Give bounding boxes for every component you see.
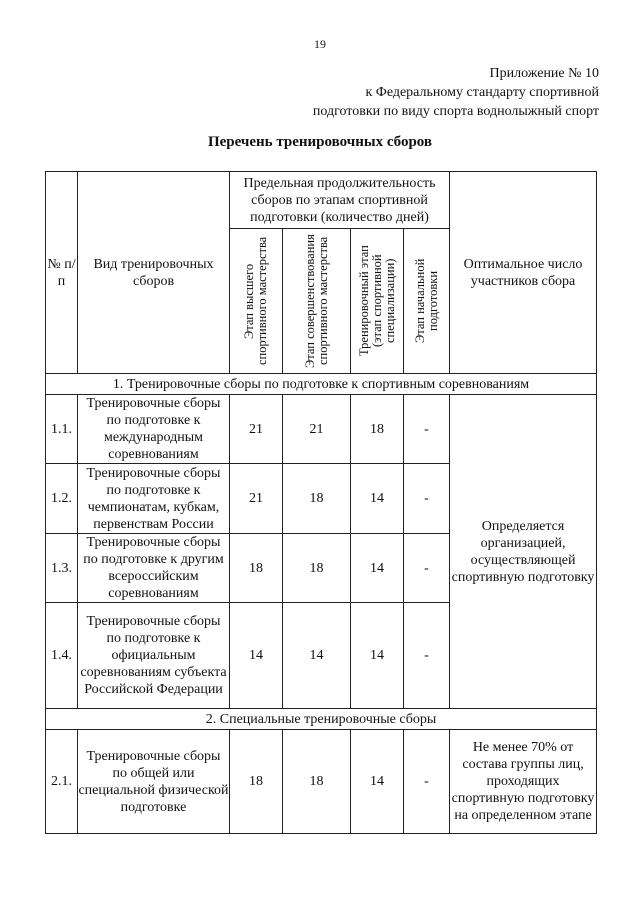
- header-stage-2-text: Этап совершенствования спортивного мастерства: [302, 234, 330, 368]
- header-stage-4-text: Этап начальной подготовки: [412, 258, 440, 344]
- row-value-stage-3: 14: [351, 603, 404, 709]
- row-value-stage-4: -: [404, 395, 450, 464]
- row-value-stage-2: 18: [283, 730, 351, 834]
- row-value-stage-2: 18: [283, 534, 351, 603]
- row-number: 1.2.: [46, 464, 78, 534]
- row-name: Тренировочные сборы по подготовке к официальным соревнованиям субъекта Российской Федерации: [78, 603, 230, 709]
- header-stage-1: [230, 229, 283, 374]
- section-2-title: 2. Специальные тренировочные сборы: [46, 709, 597, 730]
- row-number: 2.1.: [46, 730, 78, 834]
- header-stage-2: [283, 229, 351, 374]
- document-title: Перечень тренировочных сборов: [207, 134, 433, 150]
- header-stage-1-text: Этап высшего спортивного мастерства: [242, 236, 269, 366]
- row-value-stage-2: 14: [283, 603, 351, 709]
- row-value-stage-1: 18: [230, 730, 283, 834]
- section-row-1: [46, 374, 597, 395]
- table-row: [46, 395, 597, 464]
- header-num: № п/п: [46, 172, 78, 374]
- row-number: 1.4.: [46, 603, 78, 709]
- header-stage-3-text: Тренировочный этап (этап спортивной специализации): [356, 245, 397, 357]
- section-1-title: 1. Тренировочные сборы по подготовке к спортивным соревнованиям: [46, 374, 597, 395]
- row-value-stage-1: 18: [230, 534, 283, 603]
- appendix-line-1: Приложение № 10: [489, 66, 599, 81]
- header-kind: Вид тренировочных сборов: [78, 172, 230, 374]
- row-value-stage-1: 14: [230, 603, 283, 709]
- page-number: 19: [314, 37, 326, 51]
- row-value-stage-3: 14: [351, 534, 404, 603]
- appendix-line-3: подготовки по виду спорта воднолыжный спорт: [312, 104, 599, 119]
- header-duration: Предельная продолжительность сборов по этапам спортивной подготовки (количество дней): [230, 172, 450, 229]
- section-row-2: [46, 709, 597, 730]
- row-value-stage-2: 18: [283, 464, 351, 534]
- appendix-header: [313, 64, 599, 121]
- row-value-stage-4: -: [404, 534, 450, 603]
- row-value-stage-4: -: [404, 464, 450, 534]
- row-value-stage-4: -: [404, 603, 450, 709]
- section-1-optimal: Определяется организацией, осуществляющей спортивную подготовку: [450, 395, 597, 709]
- header-optimal: Оптимальное число участников сбора: [450, 172, 597, 374]
- header-row-1: [46, 172, 597, 229]
- header-stage-3: [351, 229, 404, 374]
- row-name: Тренировочные сборы по подготовке к чемпионатам, кубкам, первенствам России: [78, 464, 230, 534]
- training-camps-table: [45, 171, 597, 834]
- header-stage-4: [404, 229, 450, 374]
- row-number: 1.1.: [46, 395, 78, 464]
- row-value-stage-1: 21: [230, 464, 283, 534]
- row-value-stage-4: -: [404, 730, 450, 834]
- row-name: Тренировочные сборы по общей или специальной физической подготовке: [78, 730, 230, 834]
- row-value-stage-3: 18: [351, 395, 404, 464]
- row-optimal: Не менее 70% от состава группы лиц, проходящих спортивную подготовку на определенном этапе: [450, 730, 597, 834]
- table-row: [46, 730, 597, 834]
- row-name: Тренировочные сборы по подготовке к международным соревнованиям: [78, 395, 230, 464]
- row-name: Тренировочные сборы по подготовке к другим всероссийским соревнованиям: [78, 534, 230, 603]
- row-value-stage-3: 14: [351, 464, 404, 534]
- row-value-stage-3: 14: [351, 730, 404, 834]
- appendix-line-2: к Федеральному стандарту спортивной: [365, 85, 599, 100]
- row-value-stage-2: 21: [283, 395, 351, 464]
- row-number: 1.3.: [46, 534, 78, 603]
- row-value-stage-1: 21: [230, 395, 283, 464]
